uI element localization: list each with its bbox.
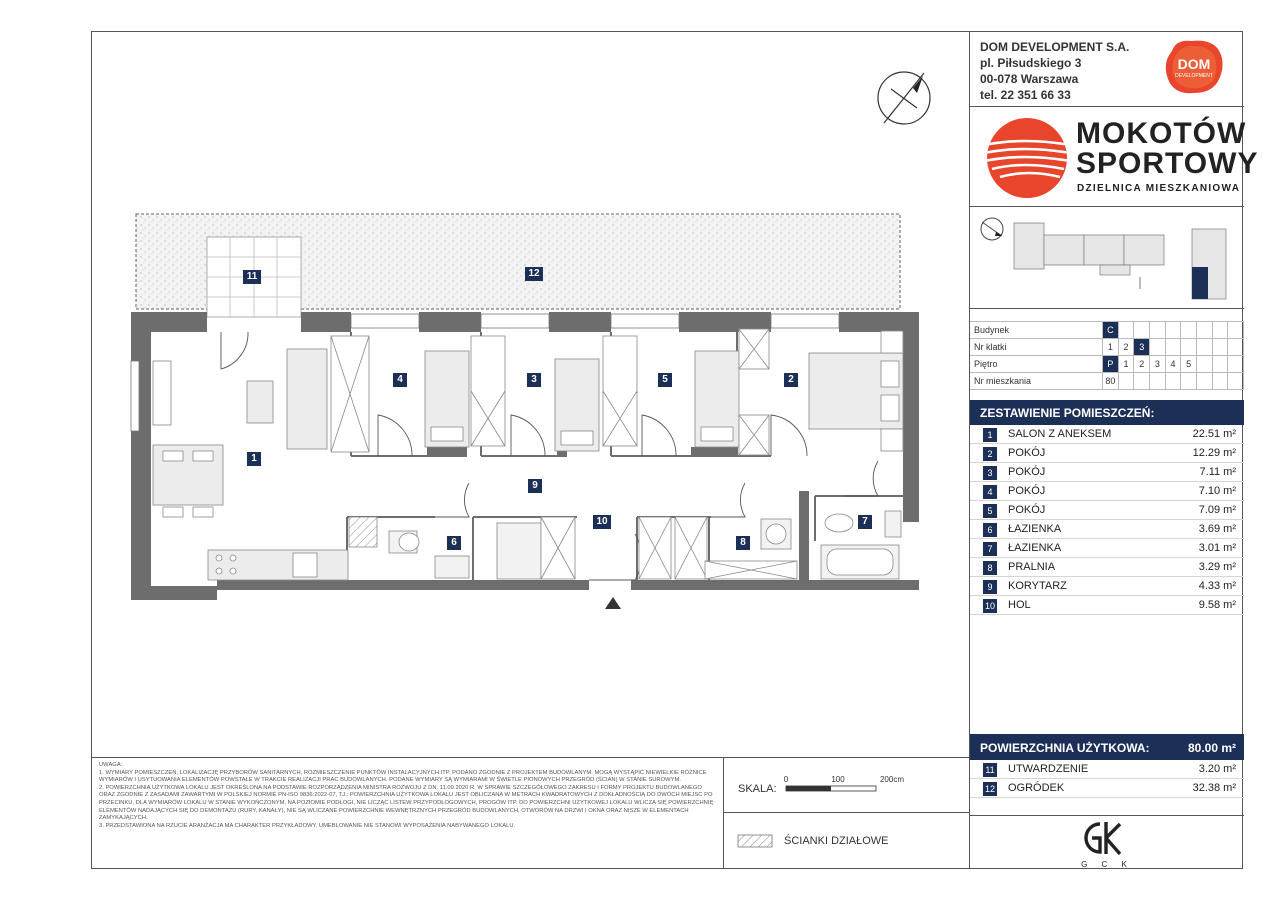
company-city: 00-078 Warszawa <box>980 72 1079 86</box>
room-name: PRALNIA <box>1008 561 1056 573</box>
attribute-row-building <box>970 322 1244 339</box>
attribute-row-apartment <box>970 373 1244 390</box>
north-arrow-icon <box>878 72 930 124</box>
extra-number-badge: 12 <box>984 784 995 794</box>
attribute-cell <box>1197 339 1213 356</box>
plan-label-room-6: 6 <box>447 536 461 550</box>
attribute-label: Budynek <box>970 322 1103 339</box>
note-item: 2. POWIERZCHNIA UŻYTKOWA LOKALU JEST OKREŚLONA NA PODSTAWIE ROZPORZĄDZENIA MINISTRA ROZWOJU Z DN. 11.09.2020 R. W SPRAWIE SZCZEGÓŁOWEGO ZAKRESU I FORMY PROJEKTU BUDOWLANEGO ORAZ ZGODNIE Z ZASADAMI ZAWARTYMI W POLSKIEJ NORMIE PN-ISO 9836:2022-07, TJ.: POWIERZCHNIA UŻYTKOWA LOKALU JEST OBLICZANA W METRACH KWADRATOWYCH Z DOKŁADNOŚCIĄ DO DWÓCH MIEJSC PO PRZECINKU, DLA WYMIARÓW LOKALU W STANIE WYKOŃCZONYM, NA POZIOMIE PODŁOGI, NIE LICZĄC LISTEW PRZYPODŁOGOWYCH, PROGÓW ITP. DO POWIERZCHNI UŻYTKOWEJ LOKALU WLICZA SIĘ POWIERZCHNIĘ ELEMENTÓW NADAJĄCYCH SIĘ DO DEMONTAŻU (RURY, KANAŁY), NIE SĄ WLICZANE POWIERZCHNIE WEWNĘTRZNYCH PRZEGRÓD BUDOWLANYCH, OTWORÓW NA DRZWI I OKNA ORAZ NISZE W ELEMENTACH ZAMYKAJĄCYCH. <box>99 784 714 822</box>
attribute-cell <box>1212 373 1228 390</box>
info-panel <box>969 31 1259 869</box>
notes-block <box>91 757 724 869</box>
plan-label-room-1: 1 <box>247 452 261 466</box>
attribute-cell <box>1150 339 1166 356</box>
plan-label-room-10: 10 <box>593 515 611 529</box>
gck-block <box>970 815 1244 869</box>
attribute-cell <box>1181 339 1197 356</box>
plan-label-room-2: 2 <box>784 373 798 387</box>
extra-name: OGRÓDEK <box>1008 782 1065 794</box>
key-plan-compass-icon <box>981 218 1003 240</box>
note-item: 1. WYMIARY POMIESZCZEŃ, LOKALIZACJĘ PRZYBORÓW SANITARNYCH, ROZMIESZCZENIE PUNKTÓW INSTALACYJNYCH ITP. PODANO ZGODNIE Z PROJEKTEM BUDOWLANYM. MOGĄ WYSTĄPIĆ NIEWIELKIE RÓŻNICE WYMIARÓW I USYTUOWANIA ELEMENTÓW POWSTAŁE W TRAKCIE REALIZACJI PRAC BUDOWLANYCH. PODANE WYMIARY SĄ WYMIARAMI W ŚWIETLE PIONOWYCH PRZEGRÓD (ŚCIAN) W STANIE SUROWYM. <box>99 769 707 784</box>
note-item: 3. PRZEDSTAWIONA NA RZUCIE ARANŻACJA MA CHARAKTER PRZYKŁADOWY, UMEBLOWANIE NIE STANOWI WYPOSAŻENIA NABYWANEGO LOKALU. <box>99 822 516 829</box>
dom-logo-subtext: DEVELOPMENT <box>1175 73 1213 79</box>
attribute-cell <box>1165 373 1181 390</box>
attribute-cell <box>1228 373 1244 390</box>
room-number-badge: 1 <box>983 428 997 442</box>
bathroom-fixtures-6 <box>349 517 575 579</box>
attribute-cell: 2 <box>1118 339 1134 356</box>
room-name: ŁAZIENKA <box>1008 542 1062 554</box>
attribute-cell <box>1134 322 1150 339</box>
room-area: 4.33 m² <box>1198 580 1236 592</box>
room-row <box>970 577 1244 596</box>
attribute-cell <box>1118 322 1134 339</box>
attribute-cell: C <box>1103 322 1119 339</box>
attribute-cell <box>1150 373 1166 390</box>
room-number-badge: 4 <box>983 485 997 499</box>
laundry-fixtures-8 <box>639 517 797 579</box>
extra-area: 32.38 m² <box>1192 782 1236 794</box>
apartment-attributes-table <box>970 321 1244 390</box>
attribute-cell <box>1212 322 1228 339</box>
floor-plan-drawing <box>91 31 969 757</box>
room-name: HOL <box>1008 599 1031 611</box>
rooms-heading: ZESTAWIENIE POMIESZCZEŃ: <box>970 400 1244 425</box>
usable-area-label: POWIERZCHNIA UŻYTKOWA: <box>980 741 1150 755</box>
master-bed <box>809 331 903 451</box>
living-room-furniture <box>153 336 369 580</box>
room-number-badge: 2 <box>983 447 997 461</box>
room-row <box>970 539 1244 558</box>
room-area: 3.69 m² <box>1198 523 1236 535</box>
attribute-cell <box>1181 322 1197 339</box>
attribute-cell <box>1197 322 1213 339</box>
company-name: DOM DEVELOPMENT S.A. <box>980 40 1130 54</box>
scale-tick-200: 200cm <box>879 775 905 784</box>
plan-label-room-5: 5 <box>658 373 672 387</box>
room-name: POKÓJ <box>1008 504 1046 516</box>
usable-area-value: 80.00 m² <box>1187 741 1236 755</box>
extras-list <box>970 760 1244 798</box>
company-street: pl. Piłsudskiego 3 <box>980 56 1082 70</box>
room-area: 9.58 m² <box>1198 599 1236 611</box>
extra-name: UTWARDZENIE <box>1008 763 1089 775</box>
room-row <box>970 520 1244 539</box>
entrance-arrow-icon <box>605 597 621 609</box>
room-name: ŁAZIENKA <box>1008 523 1062 535</box>
attribute-cell <box>1228 322 1244 339</box>
room-name: POKÓJ <box>1008 466 1046 478</box>
attribute-label: Piętro <box>970 356 1103 373</box>
plan-label-room-8: 8 <box>736 536 750 550</box>
attribute-cell <box>1165 322 1181 339</box>
attribute-cell <box>1212 356 1228 373</box>
notes-title: UWAGA: <box>99 762 123 768</box>
attribute-cell: P <box>1103 356 1119 373</box>
gck-letters: G C K <box>1081 860 1133 869</box>
room-row <box>970 463 1244 482</box>
rooms-list <box>970 425 1244 615</box>
dom-development-logo-icon <box>1162 37 1226 97</box>
room-area: 22.51 m² <box>1192 428 1236 440</box>
attribute-cell: 1 <box>1103 339 1119 356</box>
room-number-badge: 7 <box>983 542 997 556</box>
room-row <box>970 425 1244 444</box>
legend-label: ŚCIANKI DZIAŁOWE <box>784 835 889 847</box>
room-area: 3.29 m² <box>1198 561 1236 573</box>
usable-area-total <box>970 734 1244 760</box>
room-number-badge: 6 <box>983 523 997 537</box>
attribute-cell <box>1118 373 1134 390</box>
plan-label-paving-11: 11 <box>243 270 261 284</box>
key-plan <box>970 207 1244 309</box>
room-name: POKÓJ <box>1008 485 1046 497</box>
dom-logo-text: DOM <box>1177 56 1211 72</box>
room-name: KORYTARZ <box>1008 580 1067 592</box>
company-block <box>970 31 1244 107</box>
project-title-line-1: MOKOTÓW <box>1076 117 1247 150</box>
key-plan-drawing <box>970 207 1244 309</box>
room-row <box>970 558 1244 577</box>
attribute-label: Nr mieszkania <box>970 373 1103 390</box>
extra-area: 3.20 m² <box>1198 763 1236 775</box>
attribute-cell <box>1150 322 1166 339</box>
attribute-row-staircase <box>970 339 1244 356</box>
project-brand-block <box>970 107 1259 207</box>
company-phone: tel. 22 351 66 33 <box>980 88 1071 102</box>
attribute-label: Nr klatki <box>970 339 1103 356</box>
attribute-cell <box>1181 373 1197 390</box>
room-area: 7.09 m² <box>1198 504 1236 516</box>
attribute-cell: 3 <box>1134 339 1150 356</box>
project-title-line-2: SPORTOWY <box>1076 147 1259 180</box>
floor-plan <box>91 31 969 757</box>
scale-block <box>724 757 969 813</box>
project-subtitle: DZIELNICA MIESZKANIOWA <box>1077 183 1241 194</box>
plan-label-room-3: 3 <box>527 373 541 387</box>
attribute-cell <box>1165 339 1181 356</box>
extra-number-badge: 11 <box>983 763 997 777</box>
scale-bar <box>724 758 969 814</box>
mokotow-sportowy-logo-icon <box>984 115 1070 201</box>
scale-label: SKALA: <box>738 783 777 795</box>
attribute-cell <box>1228 339 1244 356</box>
plan-label-room-4: 4 <box>393 373 407 387</box>
room-number-badge: 5 <box>983 504 997 518</box>
attribute-cell: 80 <box>1103 373 1119 390</box>
room-area: 7.11 m² <box>1199 466 1236 478</box>
room-area: 3.01 m² <box>1198 542 1236 554</box>
room-number-badge: 10 <box>984 601 995 611</box>
plan-label-room-7: 7 <box>858 515 872 529</box>
bedroom-furniture <box>425 329 769 455</box>
room-row <box>970 482 1244 501</box>
extra-area-row <box>970 760 1244 779</box>
room-row <box>970 596 1244 615</box>
room-row <box>970 444 1244 463</box>
legend-block <box>724 813 969 869</box>
room-number-badge: 9 <box>983 580 997 594</box>
room-number-badge: 3 <box>983 466 997 480</box>
attribute-row-floor <box>970 356 1244 373</box>
attribute-cell <box>1134 373 1150 390</box>
room-area: 7.10 m² <box>1198 485 1236 497</box>
room-name: SALON Z ANEKSEM <box>1008 428 1112 440</box>
plan-label-room-9: 9 <box>528 479 542 493</box>
scale-tick-100: 100 <box>831 775 845 784</box>
attribute-cell <box>1197 356 1213 373</box>
attribute-cell: 4 <box>1165 356 1181 373</box>
scale-tick-0: 0 <box>783 775 789 784</box>
attribute-cell: 5 <box>1181 356 1197 373</box>
attribute-cell: 2 <box>1134 356 1150 373</box>
room-name: POKÓJ <box>1008 447 1046 459</box>
attribute-cell <box>1197 373 1213 390</box>
attribute-cell <box>1228 356 1244 373</box>
room-row <box>970 501 1244 520</box>
attribute-cell: 3 <box>1150 356 1166 373</box>
attribute-cell <box>1212 339 1228 356</box>
gck-logo-icon <box>970 816 1244 870</box>
room-number-badge: 8 <box>983 561 997 575</box>
extra-area-row <box>970 779 1244 798</box>
room-area: 12.29 m² <box>1192 447 1236 459</box>
attribute-cell: 1 <box>1118 356 1134 373</box>
plan-label-garden-12: 12 <box>525 267 543 281</box>
